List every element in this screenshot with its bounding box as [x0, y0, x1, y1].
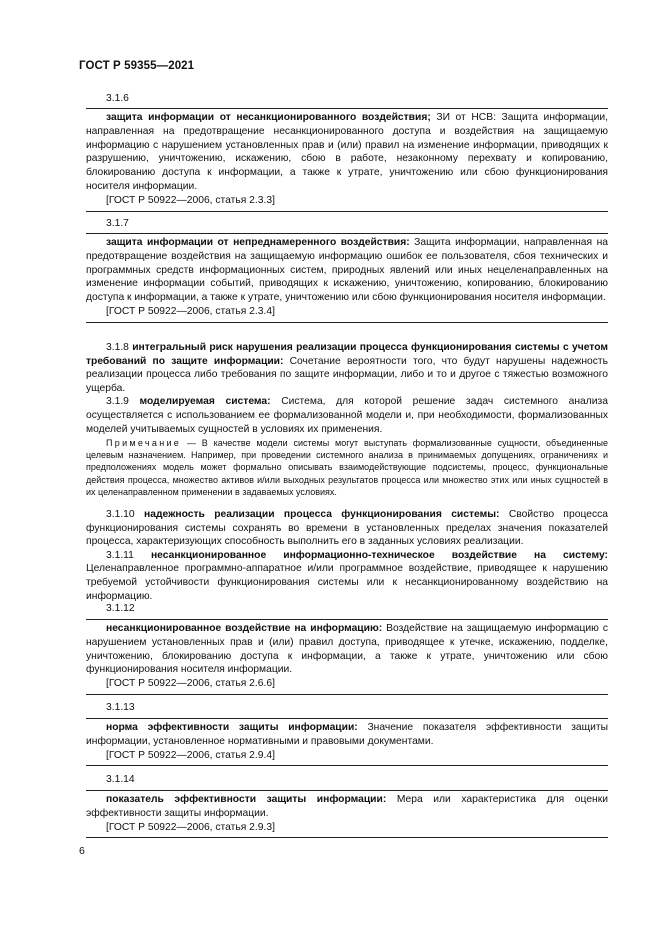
definition-text [86, 721, 608, 749]
definition-body: Значение показателя эффективности защиты информации, установленное нормативными и правовыми документами. [86, 722, 608, 747]
definition-3-1-8 [86, 341, 608, 395]
definition-text [86, 236, 608, 305]
definition-3-1-11 [86, 549, 608, 603]
definition-box-3-1-7 [86, 233, 608, 323]
definition-body: Целенаправленное программно-аппаратное и/или программное воздействие, приводящее к нарушению требуемой устойчивости функционирования системы или к несанкционированному воздействию на информацию. [86, 563, 608, 602]
definition-body: Система, для которой решение задач системного анализа осуществляется с использованием ее формализованной модели и, при необходимости, формализованных моделей учитываемых сущностей в условиях их применения. [86, 396, 608, 435]
section-number-3-1-12: 3.1.12 [106, 603, 135, 614]
document-header: ГОСТ Р 59355—2021 [79, 60, 195, 72]
definition-text [86, 793, 608, 821]
definition-term: интегральный риск нарушения реализации процесса функционирования системы с учетом требований по защите информации: [86, 342, 608, 367]
definitions-block-2 [86, 508, 608, 603]
definition-body: ЗИ от НСВ: Защита информации, направленная на предотвращение несанкционированного доступа и воздействия на защищаемую информацию с нарушением установленных прав и (или) правил на изменение информации, приводящих к разрушению, уничтожению, искажению, сбою в работе, незаконному перехвату и копированию, блокированию доступа к информации, а также к утрате, уничтожению или сбою функционирования носителя информации. [86, 112, 608, 192]
section-number: 3.1.9 [106, 396, 129, 408]
definition-body: Свойство процесса функционирования системы сохранять во времени в установленных пределах значения показателей процесса, характеризующих способность выполнить его в заданных условиях реализации. [86, 509, 608, 548]
definition-reference: [ГОСТ Р 50922—2006, статья 2.6.6] [106, 678, 275, 690]
definition-term: несанкционированное информационно-техническое воздействие на систему: [150, 549, 608, 561]
definition-box-3-1-14 [86, 790, 608, 838]
definition-term: норма эффективности защиты информации: [106, 722, 358, 733]
note-block [86, 437, 608, 498]
section-number-3-1-14: 3.1.14 [106, 774, 135, 785]
definition-text [86, 622, 608, 677]
definition-reference: [ГОСТ Р 50922—2006, статья 2.3.3] [106, 194, 275, 206]
definition-term: надежность реализации процесса функционирования системы: [144, 509, 500, 520]
section-number: 3.1.10 [106, 509, 135, 520]
definition-box-3-1-12 [86, 619, 608, 695]
note-label: Примечание [106, 438, 182, 448]
definition-body: Сочетание вероятности того, что будут нарушены надежность реализации процесса либо требования по защите информации, либо и то и другое с тяжестью возможного ущерба. [86, 355, 608, 394]
definition-term: показатель эффективности защиты информации: [106, 794, 387, 805]
section-number-3-1-6: 3.1.6 [106, 93, 129, 104]
section-number: 3.1.8 [106, 342, 129, 353]
page-number: 6 [79, 845, 85, 857]
definition-3-1-9 [86, 395, 608, 436]
definition-term: защита информации от несанкционированного воздействия; [106, 112, 431, 123]
definition-body: Воздействие на защищаемую информацию с нарушением установленных прав и (или) правил доступа, приводящее к утечке, искажению, подделке, уничтожению, блокированию доступа к информации, а также к утрате, уничтожению или сбою функционирования носителя информации. [86, 623, 609, 676]
definition-reference: [ГОСТ Р 50922—2006, статья 2.9.4] [106, 749, 275, 761]
definition-term: защита информации от непреднамеренного воздействия: [106, 237, 410, 248]
definitions-block-1 [86, 341, 608, 436]
definition-body: Мера или характеристика для оценки эффективности защиты информации. [86, 794, 608, 819]
section-number: 3.1.11 [106, 549, 134, 561]
definition-reference: [ГОСТ Р 50922—2006, статья 2.9.3] [106, 821, 275, 833]
definition-reference: [ГОСТ Р 50922—2006, статья 2.3.4] [106, 305, 275, 317]
section-number-3-1-7: 3.1.7 [106, 218, 129, 229]
definition-box-3-1-6 [86, 108, 608, 212]
note-text [86, 437, 608, 498]
definition-text [86, 111, 608, 194]
note-body: — В качестве модели системы могут выступать формализованные сущности, объединенные целевым назначением. Например, при проведении системного анализа в принимаемых допущениях, ограничениях и предположениях модель может формально описывать взаимодействующие подсистемы, процесс, функциональные действия процесса, множество активов и/или выходных результатов процесса или множество этих или иных сущностей в их целенаправленном применении в задаваемых условиях. [86, 438, 608, 497]
definition-body: Защита информации, направленная на предотвращение воздействия на защищаемую информацию ошибок ее пользователя, сбоя технических и программных средств информационных систем, природных явлений или иных нецеленаправленных на изменение информации событий, приводящих к искажению, уничтожению, копированию, блокированию доступа к информации, а также к утрате, уничтожению или сбою функционирования носителя информации. [86, 237, 609, 304]
section-number-3-1-13: 3.1.13 [106, 702, 135, 713]
definition-box-3-1-13 [86, 718, 608, 766]
definition-term: несанкционированное воздействие на информацию: [106, 623, 383, 634]
definition-term: моделируемая система: [139, 396, 271, 408]
definition-3-1-10 [86, 508, 608, 549]
